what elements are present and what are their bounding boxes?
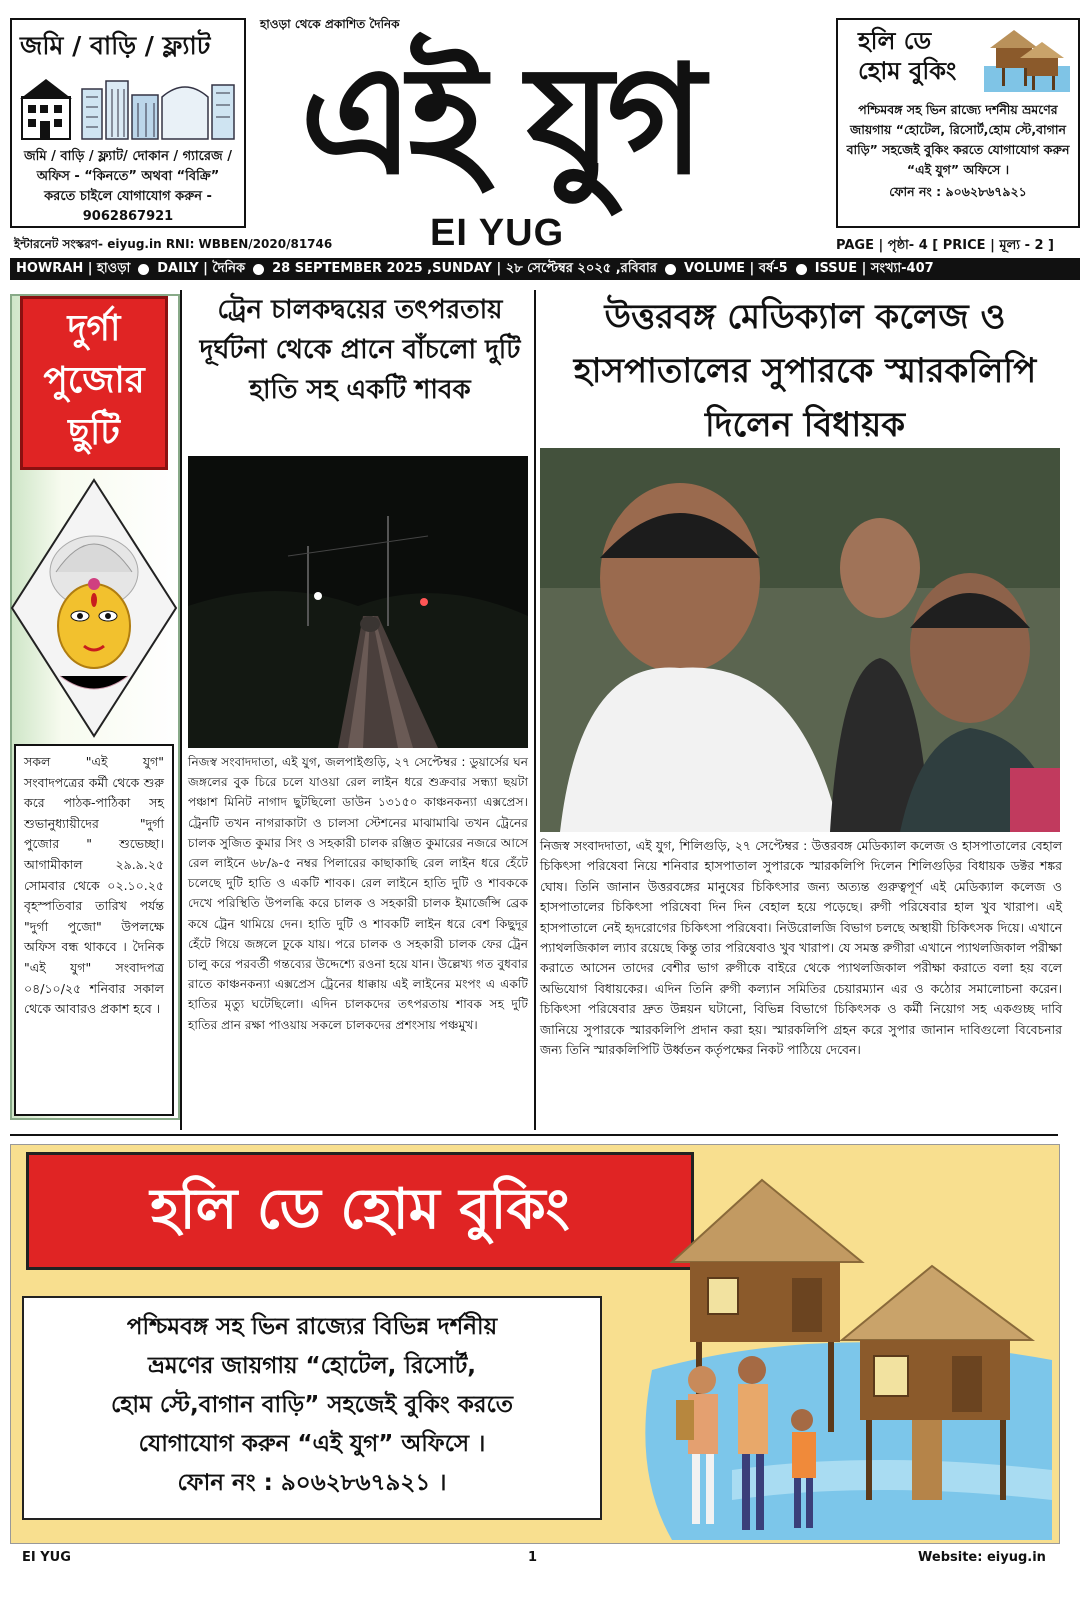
bullet-icon (665, 264, 676, 275)
holiday-ad-title-line1: হলি ডে (858, 27, 932, 55)
ad-msg-phone: ফোন নং : ৯০৬২৮৬৭৯২১ । (177, 1470, 447, 1496)
holiday-home-ad (836, 18, 1080, 228)
column-divider (180, 290, 182, 1130)
holiday-ad-banner: হলি ডে হোম বুকিং (26, 1152, 694, 1270)
masthead-tagline: হাওড়া থেকে প্রকাশিত দৈনিক (260, 17, 400, 31)
bullet-icon (796, 264, 807, 275)
elephant-article-headline: ট্রেন চালকদ্বয়ের তৎপরতায় দূর্ঘটনা থেকে প্রানে বাঁচলো দুটি হাতি সহ একটি শাবক (199, 295, 521, 405)
bullet-icon (138, 264, 149, 275)
date-bar (10, 258, 1080, 280)
cottage-icon (984, 26, 1070, 92)
datebar-place: HOWRAH | হাওড়া (16, 260, 131, 276)
elephant-article-body: নিজস্ব সংবাদদাতা, এই যুগ, জলপাইগুড়ি, ২৭ সেপ্টেম্বর : ডুয়ার্সের ঘন জঙ্গলের বুক চিরে চলে যাওয়া রেল লাইন ধরে শুক্রবার সন্ধ্যা ছয়টা পঞ্চাশ মিনিট নাগাদ ছুটছিলো ডাউন ১৩১৫০ কাঞ্চনকন্যা এক্সপ্রেস। ট্রেনটি তখন নাগরাকাটা ও চালসা স্টেশনের মাঝামাঝি তখন ট্রেনের চালক সুজিত কুমার সিং ও সহকারী চালক রঞ্জিত কুমারের নজরে আসে রেল লাইনে ৬৮/৯-৫ নম্বর পিলারের কাছাকাছি রেল লাইন ধরে হেঁটে চলেছে দুটি হাতি ও একটি শাবক। রেল লাইনে হাতি দুটি ও শাবককে দেখে পরিস্থিতি উপলব্ধি করে চালক ও সহকারী চালক ইমার্জেন্সি ব্রেক কষে ট্রেন থামিয়ে দেন। হাতি দুটি ও শাবকটি লাইন ধরে বেশ কিছুদূর হেঁটে গিয়ে জঙ্গলে ঢুকে যায়। পরে চালক ও সহকারী চালক ফের ট্রেন চালু করে পরবর্তী গন্তব্যের উদ্দেশ্যে রওনা হয়ে যান। উল্লেখ্য গত বুধবার রাতে কাঞ্চনকন্যা এক্সপ্রেস ট্রেনের ধাক্কায় এই লাইনের মংপং এ একটি হাতির মৃত্যু ঘটেছিলো। এদিন চালকদের তৎপরতায় শাবক সহ দুটি হাতির প্রান রক্ষা পাওয়ায় সকলে চালকদের প্রশংসায় পঞ্চমুখ। (188, 755, 528, 1032)
medical-article-headline: উত্তরবঙ্গ মেডিক্যাল কলেজ ও হাসপাতালের সুপারকে স্মারকলিপি দিলেন বিধায়ক (573, 297, 1037, 445)
property-ad-title: জমি / বাড়ি / ফ্ল্যাট (20, 31, 211, 60)
bullet-icon (253, 264, 264, 275)
property-ad-text: জমি / বাড়ি / ফ্ল্যাট/ দোকান / গ্যারেজ / অফিস - “কিনতে” অথবা “বিক্রি” করতে চাইলে যোগাযোগ করুন - 9062867921 (24, 149, 232, 224)
ad-msg-line: হোম স্টে,বাগান বাড়ি” সহজেই বুকিং করতে (110, 1392, 514, 1418)
puja-holiday-title: দুর্গা পুজোর ছুটি (20, 296, 168, 470)
section-divider (10, 1134, 1058, 1136)
column-divider (534, 290, 536, 1130)
mla-photo (540, 448, 1060, 832)
masthead-title-bengali: এই যুগ (300, 32, 700, 208)
datebar-issue: ISSUE | সংখ্যা-407 (814, 260, 934, 276)
footer-website: Website: eiyug.in (918, 1550, 1046, 1565)
holiday-ad-text: পশ্চিমবঙ্গ সহ ভিন রাজ্যে দর্শনীয় ভ্রমণের জায়গায় “হোটেল, রিসোর্ট,হোম স্টে,বাগান বাড়ি” সহজেই বুকিং করতে যোগাযোগ করুন “এই যুগ” অফিসে । (846, 102, 1070, 177)
ad-msg-line: পশ্চিমবঙ্গ সহ ভিন রাজ্যের বিভিন্ন দর্শনীয় (126, 1314, 498, 1340)
masthead-title-english: EI YUG (430, 212, 565, 254)
footer-page-number: 1 (528, 1550, 538, 1565)
property-ad (10, 18, 246, 228)
durga-icon (8, 476, 180, 740)
footer-paper-name: EI YUG (22, 1550, 71, 1565)
ad-msg-line: যোগাযোগ করুন “এই যুগ” অফিসে । (138, 1431, 486, 1457)
datebar-volume: VOLUME | বর্ষ-5 (683, 260, 788, 276)
holiday-ad-message (22, 1296, 602, 1520)
ad-msg-line: ভ্রমণের জায়গায় “হোটেল, রিসোর্ট, (147, 1353, 477, 1379)
datebar-frequency: DAILY | দৈনিক (157, 260, 246, 276)
railway-night-photo (188, 456, 528, 748)
buildings-icon (20, 75, 236, 141)
page-price-info: PAGE | পৃষ্ঠা- 4 [ PRICE | মূল্য - 2 ] (836, 238, 1055, 253)
holiday-ad-phone: ফোন নং : ৯০৬২৮৬৭৯২১ (889, 184, 1027, 199)
puja-holiday-notice: সকল "এই যুগ" সংবাদপত্রের কর্মী থেকে শুরু করে পাঠক-পাঠিকা সহ শুভানুধ্যায়ীদের "দুর্গা পুজোর " শুভেচ্ছা। আগামীকাল ২৯.৯.২৫ সোমবার থেকে ০২.১০.২৫ বৃহস্পতিবার তারিখ পর্যন্ত "দুর্গা পুজো" উপলক্ষে অফিস বন্ধ থাকবে । দৈনিক "এই যুগ" সংবাদপত্র ০৪/১০/২৫ শনিবার সকাল থেকে আবারও প্রকাশ হবে । (14, 744, 174, 1116)
datebar-date: 28 SEPTEMBER 2025 ,SUNDAY | ২৮ সেপ্টেম্বর ২০২৫ ,রবিবার (272, 260, 657, 276)
edition-info: ইন্টারনেট সংস্করণ- eiyug.in RNI: WBBEN/2020/81746 (14, 237, 333, 251)
holiday-ad-title-line2: হোম বুকিং (858, 57, 957, 85)
medical-article-body: নিজস্ব সংবাদদাতা, এই যুগ, শিলিগুড়ি, ২৭ সেপ্টেম্বর : উত্তরবঙ্গ মেডিক্যাল কলেজ ও হাসপাতালের বেহাল চিকিৎসা পরিষেবা নিয়ে শনিবার হাসপাতাল সুপারকে স্মারকলিপি দিলেন শিলিগুড়ির বিধায়ক ডক্টর শঙ্কর ঘোষ। তিনি জানান উত্তরবঙ্গের মানুষের চিকিৎসার জন্য অত্যন্ত গুরুত্বপূর্ণ এই মেডিক্যাল কলেজ ও হাসপাতালের চিকিৎসা পরিষেবা দিন দিন বেহাল হয়ে পড়েছে। রুগী পরিষেবার হাল খুব খারাপ। এই হাসপাতালে নেই হৃদরোগের চিকিৎসা পরিষেবা। নিউরোলজি বিভাগ চলছে অস্থায়ী চিকিৎসক দিয়ে। এখানে প্যাথলজিকাল ল্যাব রয়েছে কিন্তু তার পরিষেবাও খুব খারাপ। যে সমস্ত রুগীরা এখানে প্যাথলজিকাল পরীক্ষা করাতে আসেন তাদের বেশীর ভাগ রুগীকে বাইরে থেকে প্যাথলজিকাল পরীক্ষা করাতে বলা হয় বলে অভিযোগ বিধায়কের। এদিন তিনি রুগী কল্যান সমিতির চেয়ারম্যান এর ও কঠোর সমালোচনা করেন। চিকিৎসা পরিষেবার দ্রুত উন্নয়ন ঘটানো, বিভিন্ন বিভাগে চিকিৎসক ও কর্মী নিয়োগ সহ একগুচ্ছ দাবি জানিয়ে সুপারকে স্মারকলিপি প্রদান করা হয়। স্মারকলিপি গ্রহন করে সুপার জানান দাবিগুলো বিবেচনার জন্য তিনি স্মারকলিপিটি উর্ধ্বতন কর্তৃপক্ষের নিকট পাঠিয়ে দেবেন। (540, 838, 1062, 1058)
resort-travelers-icon (612, 1170, 1052, 1540)
